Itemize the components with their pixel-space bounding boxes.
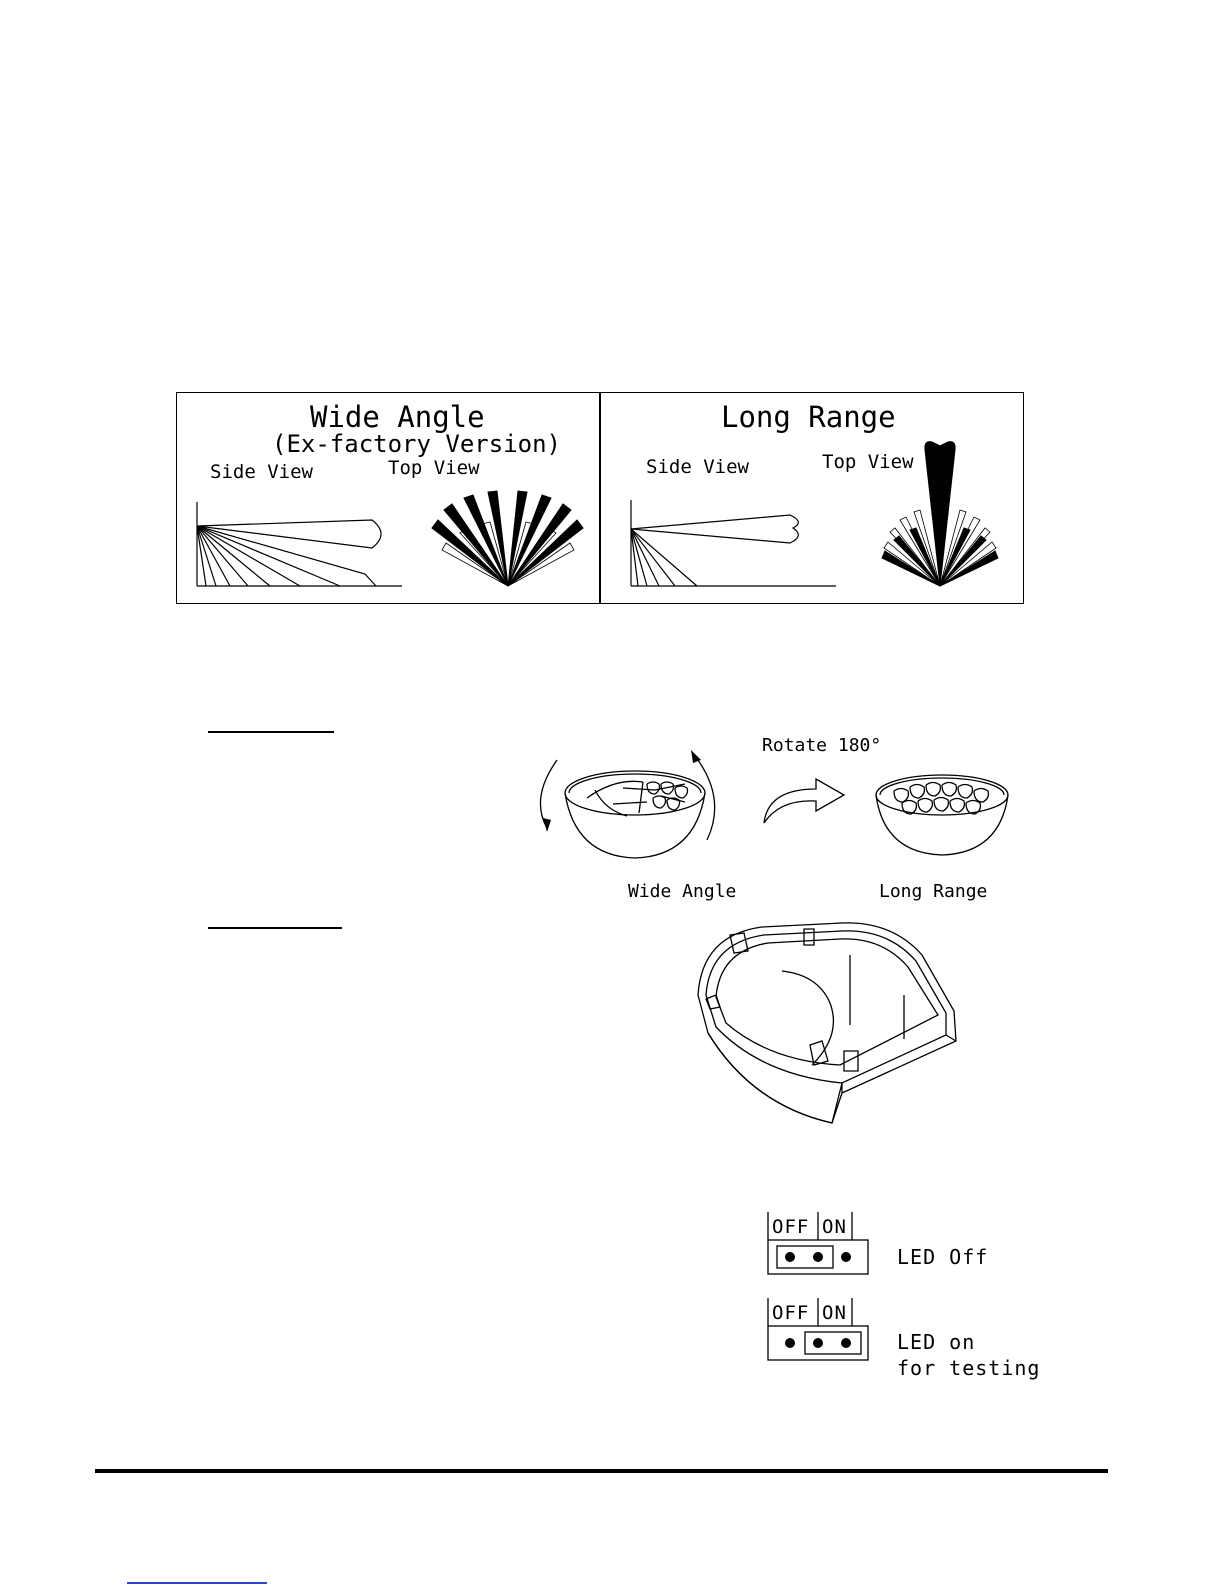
pattern-divider: [599, 392, 601, 604]
footer-link-underline[interactable]: [127, 1582, 267, 1584]
rotate-arrow-icon: [760, 777, 848, 827]
long-range-caption: Long Range: [879, 881, 988, 902]
led-on-testing-label: for testing: [897, 1356, 1041, 1380]
wide-side-view-label: Side View: [210, 461, 313, 483]
long-range-title: Long Range: [721, 400, 896, 434]
wide-side-view-diagram: [190, 498, 410, 590]
rotate-label: Rotate 180°: [762, 735, 882, 756]
wide-angle-subtitle: (Ex-factory Version): [272, 430, 561, 458]
long-top-view-label: Top View: [822, 451, 914, 473]
led-off-label: LED Off: [897, 1245, 989, 1269]
wide-top-view-diagram: [430, 488, 585, 588]
wide-angle-caption: Wide Angle: [628, 881, 737, 902]
footer-rule: [95, 1469, 1108, 1473]
long-range-lens-diagram: [870, 765, 1015, 860]
wide-angle-lens-diagram: [535, 738, 725, 863]
jumper1-off-label: OFF: [772, 1216, 810, 1238]
wide-top-view-label: Top View: [388, 457, 480, 479]
led-on-label: LED on: [897, 1330, 976, 1354]
jumper2-off-label: OFF: [772, 1302, 810, 1324]
long-top-view-diagram: [880, 438, 1000, 588]
long-side-view-diagram: [625, 495, 840, 590]
section-underline-2: [208, 927, 342, 929]
wide-angle-title: Wide Angle: [310, 400, 485, 434]
housing-base-diagram: [692, 915, 962, 1127]
long-side-view-label: Side View: [646, 456, 749, 478]
jumper1-on-label: ON: [822, 1216, 847, 1238]
section-underline-1: [208, 731, 334, 733]
jumper2-on-label: ON: [822, 1302, 847, 1324]
